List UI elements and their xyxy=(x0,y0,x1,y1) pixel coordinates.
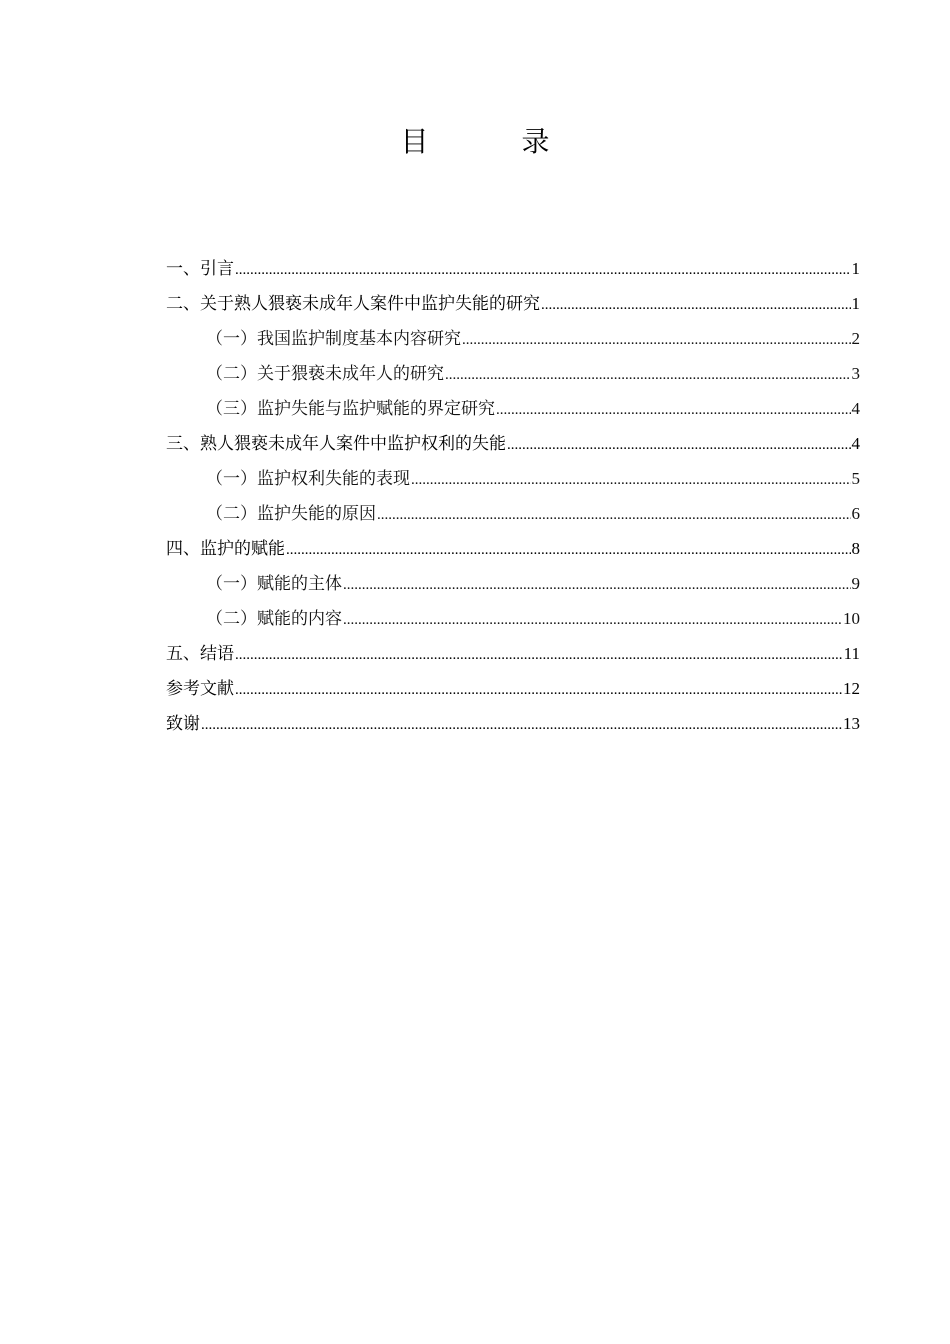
toc-dot-leader xyxy=(343,570,851,600)
toc-page-number: 4 xyxy=(851,399,860,418)
toc-entry-section-4-1[interactable] xyxy=(166,569,860,604)
toc-entry-label: （二）关于猥亵未成年人的研究 xyxy=(206,364,444,384)
toc-dot-leader xyxy=(445,360,851,390)
toc-page-number: 3 xyxy=(851,364,860,383)
toc-page-number: 9 xyxy=(851,574,860,593)
toc-page-number: 13 xyxy=(843,714,860,733)
toc-entry-introduction[interactable] xyxy=(166,254,860,289)
toc-page-number: 2 xyxy=(851,329,860,348)
toc-page-number: 1 xyxy=(851,294,860,313)
toc-entry-label: 五、结语 xyxy=(166,644,234,664)
toc-entry-label: 三、熟人猥亵未成年人案件中监护权利的失能 xyxy=(166,434,506,454)
toc-dot-leader xyxy=(235,675,842,705)
toc-entry-label: （一）监护权利失能的表现 xyxy=(206,469,410,489)
toc-entry-label: 参考文献 xyxy=(166,679,234,699)
toc-entry-label: 四、监护的赋能 xyxy=(166,539,285,559)
toc-entry-section-3-2[interactable] xyxy=(166,499,860,534)
toc-entry-chapter-3[interactable] xyxy=(166,429,860,464)
toc-dot-leader xyxy=(462,325,851,355)
toc-page-number: 12 xyxy=(843,679,860,698)
toc-entry-section-2-1[interactable] xyxy=(166,324,860,359)
toc-dot-leader xyxy=(235,255,851,285)
toc-page-number: 10 xyxy=(843,609,860,628)
toc-dot-leader xyxy=(541,290,851,320)
toc-entry-conclusion[interactable] xyxy=(166,639,860,674)
toc-page-number: 4 xyxy=(851,434,860,453)
toc-entry-references[interactable] xyxy=(166,674,860,709)
toc-dot-leader xyxy=(201,710,842,740)
toc-dot-leader xyxy=(343,605,842,635)
toc-entry-label: （一）我国监护制度基本内容研究 xyxy=(206,329,461,349)
toc-page-number: 5 xyxy=(851,469,860,488)
toc-dot-leader xyxy=(286,535,851,565)
toc-entry-label: （二）赋能的内容 xyxy=(206,609,342,629)
toc-entry-label: 一、引言 xyxy=(166,259,234,279)
toc-entry-section-4-2[interactable] xyxy=(166,604,860,639)
toc-entry-section-2-2[interactable] xyxy=(166,359,860,394)
toc-dot-leader xyxy=(496,395,851,425)
toc-dot-leader xyxy=(235,640,843,670)
toc-entry-label: 二、关于熟人猥亵未成年人案件中监护失能的研究 xyxy=(166,294,540,314)
toc-entry-chapter-2[interactable] xyxy=(166,289,860,324)
toc-entry-label: （三）监护失能与监护赋能的界定研究 xyxy=(206,399,495,419)
toc-entry-chapter-4[interactable] xyxy=(166,534,860,569)
toc-page-number: 11 xyxy=(843,644,860,663)
toc-dot-leader xyxy=(507,430,851,460)
toc-entry-label: 致谢 xyxy=(166,714,200,734)
toc-entry-label: （二）监护失能的原因 xyxy=(206,504,376,524)
page-title: 目 录 xyxy=(400,125,592,158)
table-of-contents xyxy=(166,254,860,744)
toc-page-number: 6 xyxy=(851,504,860,523)
toc-entry-section-2-3[interactable] xyxy=(166,394,860,429)
toc-entry-section-3-1[interactable] xyxy=(166,464,860,499)
toc-dot-leader xyxy=(411,465,851,495)
toc-page-number: 1 xyxy=(851,259,860,278)
toc-page-number: 8 xyxy=(851,539,860,558)
toc-entry-label: （一）赋能的主体 xyxy=(206,574,342,594)
toc-entry-acknowledgements[interactable] xyxy=(166,709,860,744)
toc-dot-leader xyxy=(377,500,851,530)
